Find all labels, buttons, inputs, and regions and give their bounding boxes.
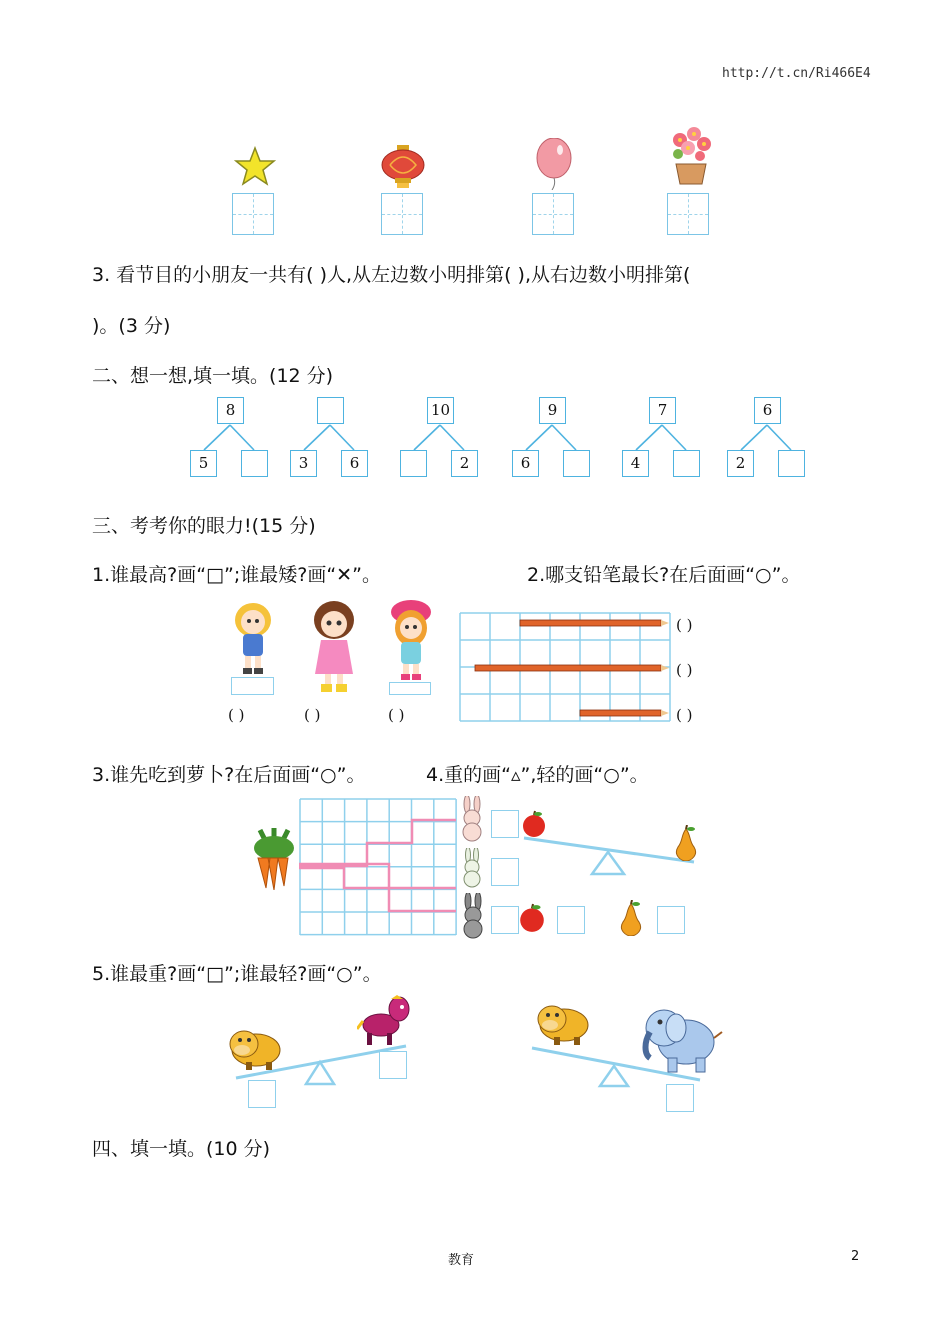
star-icon (234, 146, 276, 192)
answer-paren[interactable]: ( ) (676, 661, 693, 679)
footer-text: 教育 (448, 1253, 475, 1268)
rabbit-2-icon (460, 848, 484, 892)
horse-icon (357, 995, 413, 1051)
maze-grid (299, 798, 457, 940)
pencil-grid (459, 612, 671, 728)
number-bond-tree (190, 397, 270, 479)
number-box: 6 (512, 450, 539, 477)
number-bond-tree (400, 397, 480, 479)
section-3-title: 三、考考你的眼力!(15 分) (92, 515, 316, 537)
apple-icon (517, 903, 547, 937)
pencil (580, 710, 661, 716)
flower-pot-icon (668, 126, 714, 190)
ox-icon (530, 995, 592, 1051)
elephant-icon (640, 1002, 724, 1080)
blank-number-box[interactable] (563, 450, 590, 477)
question-4-weight: 4.重的画“▵”,轻的画“○”。 (426, 764, 649, 786)
answer-box[interactable] (666, 1084, 694, 1112)
blank-number-box[interactable] (400, 450, 427, 477)
question-5: 5.谁最重?画“□”;谁最轻?画“○”。 (92, 963, 382, 985)
number-box: 6 (341, 450, 368, 477)
page-number: 2 (851, 1249, 860, 1264)
number-box: 7 (649, 397, 676, 424)
answer-box[interactable] (667, 193, 709, 235)
blank-number-box[interactable] (673, 450, 700, 477)
number-box: 9 (539, 397, 566, 424)
question-1: 1.谁最高?画“□”;谁最矮?画“✕”。 (92, 564, 381, 586)
answer-paren[interactable]: ( ) (388, 706, 405, 724)
answer-paren[interactable]: ( ) (676, 706, 693, 724)
answer-box[interactable] (381, 193, 423, 235)
number-box: 2 (451, 450, 478, 477)
number-box: 6 (754, 397, 781, 424)
girl-1-icon (228, 600, 278, 682)
answer-box[interactable] (491, 810, 519, 838)
girl-2-icon (303, 598, 365, 700)
number-box: 4 (622, 450, 649, 477)
question-3-line1: 3. 看节目的小朋友一共有( )人,从左边数小明排第( ),从右边数小明排第( (92, 264, 691, 286)
answer-box[interactable] (657, 906, 685, 934)
number-box: 10 (427, 397, 454, 424)
answer-box[interactable] (557, 906, 585, 934)
question-3-carrot: 3.谁先吃到萝卜?在后面画“○”。 (92, 764, 366, 786)
pear-icon (618, 900, 644, 940)
pencil (475, 665, 661, 671)
number-bond-tree (290, 397, 370, 479)
section-4-title: 四、填一填。(10 分) (92, 1138, 271, 1160)
question-3-line2: )。(3 分) (92, 315, 171, 337)
answer-paren[interactable]: ( ) (304, 706, 321, 724)
number-box: 5 (190, 450, 217, 477)
answer-box[interactable] (532, 193, 574, 235)
number-bond-tree (622, 397, 702, 479)
number-bond-tree (512, 397, 592, 479)
rabbit-1-icon (458, 796, 486, 846)
answer-box[interactable] (491, 858, 519, 886)
lantern-icon (380, 145, 426, 193)
blank-number-box[interactable] (317, 397, 344, 424)
answer-paren[interactable]: ( ) (676, 616, 693, 634)
number-box: 3 (290, 450, 317, 477)
pencil-tip (661, 710, 669, 716)
blank-number-box[interactable] (778, 450, 805, 477)
answer-box[interactable] (231, 677, 274, 695)
ox-icon (222, 1020, 284, 1076)
answer-box[interactable] (232, 193, 274, 235)
pencil-tip (661, 620, 669, 626)
girl-3-icon (388, 598, 434, 688)
pencil (520, 620, 661, 626)
pear-icon (673, 825, 699, 865)
section-2-title: 二、想一想,填一填。(12 分) (92, 365, 334, 387)
answer-paren[interactable]: ( ) (228, 706, 245, 724)
header-url: http://t.cn/Ri466E4 (722, 66, 871, 81)
answer-box[interactable] (379, 1051, 407, 1079)
question-2: 2.哪支铅笔最长?在后面画“○”。 (527, 564, 801, 586)
rabbit-3-icon (459, 893, 487, 943)
balloon-icon (534, 138, 574, 194)
answer-box[interactable] (491, 906, 519, 934)
carrot-icon (250, 828, 298, 894)
number-box: 8 (217, 397, 244, 424)
answer-box[interactable] (389, 682, 431, 695)
pencil-tip (661, 665, 669, 671)
number-bond-tree (727, 397, 807, 479)
number-box: 2 (727, 450, 754, 477)
blank-number-box[interactable] (241, 450, 268, 477)
apple-icon (520, 810, 548, 842)
answer-box[interactable] (248, 1080, 276, 1108)
